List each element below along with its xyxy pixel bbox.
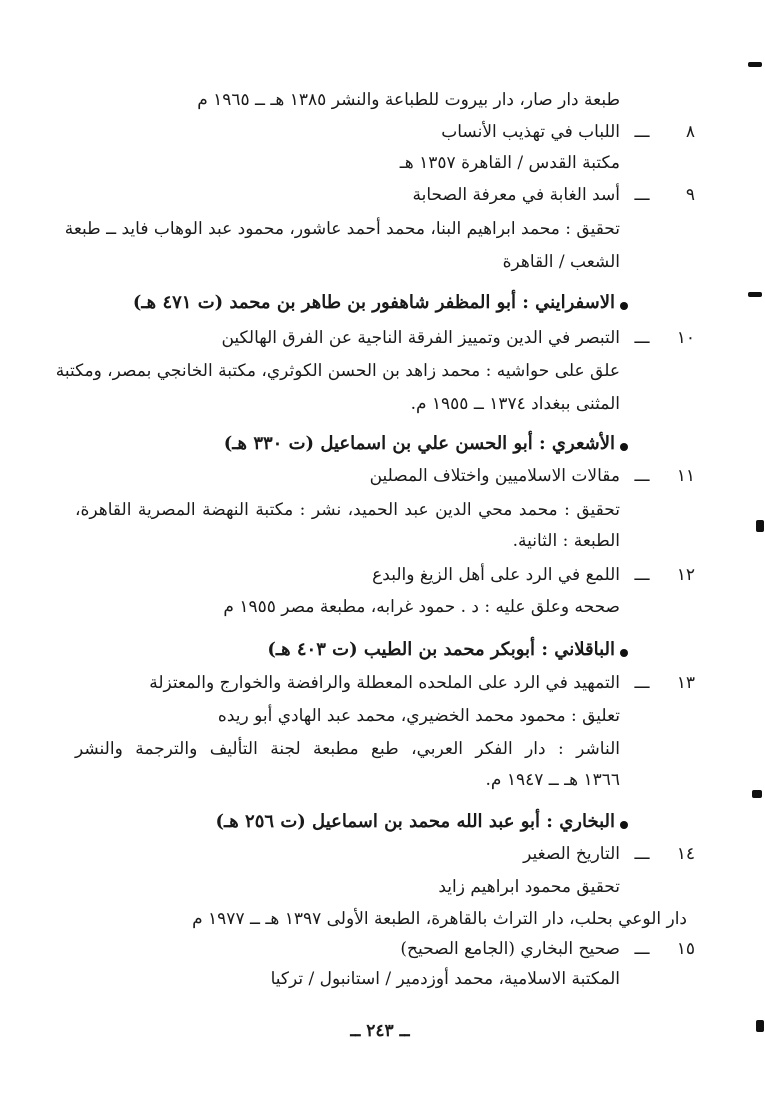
entry-12-title: اللمع في الرد على أهل الزيغ والبدع	[372, 565, 620, 585]
entry-13-number: ١٣	[676, 673, 695, 693]
entry-9-editors-cont: الشعب / القاهرة	[502, 252, 620, 272]
entry-11-editors-cont: الطبعة : الثانية.	[512, 531, 620, 551]
entry-12-dash: ـــ	[634, 565, 650, 585]
scan-edge-mark	[756, 1020, 764, 1032]
bullet-icon	[620, 649, 628, 657]
scan-edge-mark	[756, 520, 764, 532]
entry-8-title: اللباب في تهذيب الأنساب	[441, 122, 620, 142]
entry-13-dash: ـــ	[634, 673, 650, 693]
entry-13-publisher: الناشر : دار الفكر العربي، طبع مطبعة لجنة التأليف والترجمة والنشر	[75, 739, 620, 759]
entry-13-editors: تعليق : محمود محمد الخضيري، محمد عبد الهادي أبو ريده	[217, 706, 620, 726]
entry-11-title: مقالات الاسلاميين واختلاف المصلين	[369, 466, 620, 486]
entry-11-number: ١١	[676, 466, 695, 486]
entry-14-title: التاريخ الصغير	[523, 844, 620, 864]
entry-8-dash: ـــ	[634, 122, 650, 142]
author-heading-baqillani: الباقلاني : أبوبكر محمد بن الطيب (ت ٤٠٣ هـ)	[267, 639, 615, 660]
entry-12-editors: صححه وعلق عليه : د . حمود غرابه، مطبعة مصر ١٩٥٥ م	[223, 597, 620, 617]
entry-10-title: التبصر في الدين وتمييز الفرقة الناجية عن الفرق الهالكين	[221, 328, 620, 348]
scan-edge-mark	[748, 62, 762, 67]
entry-14-editors: تحقيق محمود ابراهيم زايد	[438, 877, 620, 897]
entry-11-editors: تحقيق : محمد محي الدين عبد الحميد، نشر : مكتبة النهضة المصرية القاهرة،	[75, 500, 620, 520]
entry-12-number: ١٢	[676, 565, 695, 585]
entry-9-title: أسد الغابة في معرفة الصحابة	[412, 185, 620, 205]
entry-10-editors-cont: المثنى ببغداد ١٣٧٤ ــ ١٩٥٥ م.	[410, 394, 620, 414]
entry-10-editors: علق على حواشيه : محمد زاهد بن الحسن الكوثري، مكتبة الخانجي بمصر، ومكتبة	[55, 361, 620, 381]
entry-10-dash: ـــ	[634, 328, 650, 348]
entry-14-number: ١٤	[676, 844, 695, 864]
bullet-icon	[620, 443, 628, 451]
entry-13-title: التمهيد في الرد على الملحده المعطلة والرافضة والخوارج والمعتزلة	[149, 673, 620, 693]
entry-10-number: ١٠	[676, 328, 695, 348]
entry-8-publication: مكتبة القدس / القاهرة ١٣٥٧ هـ	[399, 153, 620, 173]
entry-7-publication: طبعة دار صار، دار بيروت للطباعة والنشر ١٣٨٥ هـ ــ ١٩٦٥ م	[197, 90, 620, 110]
author-heading-bukhari: البخاري : أبو عبد الله محمد بن اسماعيل (ت ٢٥٦ هـ)	[215, 811, 615, 832]
page-number: ــ ٢٤٣ ــ	[350, 1021, 410, 1041]
author-heading-ashari: الأشعري : أبو الحسن علي بن اسماعيل (ت ٣٣٠ هـ)	[223, 433, 615, 454]
entry-9-number: ٩	[685, 185, 695, 205]
entry-15-publisher: المكتبة الاسلامية، محمد أوزدمير / استانبول / تركيا	[270, 969, 620, 989]
entry-8-number: ٨	[685, 122, 695, 142]
entry-15-dash: ـــ	[634, 939, 650, 959]
scan-edge-mark	[748, 292, 762, 297]
entry-14-publisher: دار الوعي بحلب، دار التراث بالقاهرة، الطبعة الأولى ١٣٩٧ هـ ــ ١٩٧٧ م	[192, 909, 687, 929]
entry-13-publisher-cont: ١٣٦٦ هـ ــ ١٩٤٧ م.	[485, 770, 620, 790]
entry-15-title: صحيح البخاري (الجامع الصحيح)	[400, 939, 620, 959]
bullet-icon	[620, 302, 628, 310]
entry-9-dash: ـــ	[634, 185, 650, 205]
bullet-icon	[620, 821, 628, 829]
entry-15-number: ١٥	[676, 939, 695, 959]
entry-9-editors: تحقيق : محمد ابراهيم البنا، محمد أحمد عاشور، محمود عبد الوهاب فايد ــ طبعة	[64, 219, 620, 239]
scan-edge-mark	[752, 790, 762, 798]
author-heading-isfarayini: الاسفرايني : أبو المظفر شاهفور بن طاهر بن محمد (ت ٤٧١ هـ)	[132, 292, 615, 313]
entry-14-dash: ـــ	[634, 844, 650, 864]
entry-11-dash: ـــ	[634, 466, 650, 486]
